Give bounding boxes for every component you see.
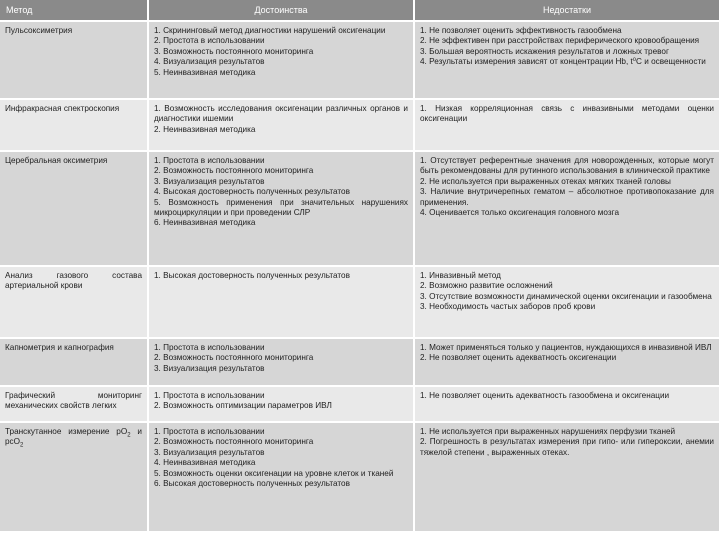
table-row: [0, 21, 720, 99]
list-item: 2. Возможность постоянного мониторинга: [154, 353, 314, 363]
list-item: 3. Наличие внутричерепных гематом – абсолютное противопоказание для применения.: [420, 187, 714, 207]
list-item: 1. Простота в использовании: [154, 343, 265, 352]
method-text: и pcO: [5, 427, 142, 447]
disadvantages-cell: [414, 21, 720, 99]
list-item: 3. Необходимость частых заборов проб крови: [420, 302, 596, 312]
disadvantages-cell: [414, 266, 720, 338]
table-row: [0, 338, 720, 386]
list-item: 2. Возможность постоянного мониторинга: [154, 166, 314, 176]
list-item: 2. Возможность постоянного мониторинга: [154, 437, 314, 447]
list-item: 5. Неинвазивная методика: [154, 67, 256, 77]
table-row: [0, 386, 720, 422]
table-row: [0, 422, 720, 532]
advantages-cell: [148, 386, 414, 422]
list-item: 4. Результаты измерения зависят от концентрации Hb, t⁰С и освещенности: [420, 57, 706, 67]
method-cell: Церебральная оксиметрия: [0, 151, 148, 266]
list-item: 4. Неинвазивная методика: [154, 458, 256, 468]
list-item: 2. Возможность оптимизации параметров ИВЛ: [154, 401, 332, 411]
list-item: 2. Возможно развитие осложнений: [420, 281, 553, 291]
list-item: 5. Возможность применения при значительных нарушениях микроциркуляции и при проведении СЛР: [154, 197, 408, 218]
table-row: [0, 99, 720, 151]
list-item: 4. Высокая достоверность полученных результатов: [154, 187, 350, 197]
list-item: 2. Неинвазивная методика: [154, 124, 256, 134]
disadvantages-cell: [414, 338, 720, 386]
list-item: 5. Возможность оценки оксигенации на уровне клеток и тканей: [154, 468, 394, 478]
method-cell: Анализ газового состава артериальной крови: [0, 266, 148, 338]
method-cell: Графический мониторинг механических свойств легких: [0, 386, 148, 422]
table-row: [0, 266, 720, 338]
list-item: 4. Оценивается только оксигенация головного мозга: [420, 208, 620, 218]
list-item: 1. Не позволяет оценить эффективность газообмена: [420, 26, 622, 35]
method-text: Транскутанное измерение pO: [5, 427, 128, 436]
disadvantages-cell: [414, 386, 720, 422]
list-item: 1. Инвазивный метод: [420, 271, 501, 280]
list-item: 1. Низкая корреляционная связь с инвазивными методами оценки оксигенации: [420, 104, 714, 124]
list-item: 1. Простота в использовании: [154, 391, 265, 400]
method-cell: Инфракрасная спектроскопия: [0, 99, 148, 151]
list-item: 3. Визуализация результатов: [154, 176, 265, 186]
list-item: 1. Не позволяет оценить адекватность газообмена и оксигенации: [420, 391, 670, 400]
method-cell: Капнометрия и капнография: [0, 338, 148, 386]
method-cell: Пульсоксиметрия: [0, 21, 148, 99]
list-item: 2. Не используется при выраженных отеках мягких тканей головы: [420, 176, 671, 186]
list-item: 6. Неинвазивная методика: [154, 218, 256, 228]
disadvantages-cell: [414, 151, 720, 266]
advantages-cell: [148, 21, 414, 99]
list-item: 4. Визуализация результатов: [154, 57, 265, 67]
table-row: [0, 151, 720, 266]
header-method: Метод: [0, 0, 148, 21]
advantages-cell: [148, 151, 414, 266]
list-item: 1. Может применяться только у пациентов, нуждающихся в инвазивной ИВЛ: [420, 343, 712, 352]
list-item: 3. Большая вероятность искажения результатов и ложных тревог: [420, 46, 669, 56]
list-item: 1. Простота в использовании: [154, 156, 265, 165]
list-item: 3. Возможность постоянного мониторинга: [154, 46, 314, 56]
list-item: 2. Не позволяет оценить адекватность оксигенации: [420, 353, 617, 363]
advantages-cell: [148, 422, 414, 532]
advantages-cell: [148, 99, 414, 151]
list-item: 2. Простота в использовании: [154, 36, 265, 46]
list-item: 1. Возможность исследования оксигенации различных органов и диагностики ишемии: [154, 104, 408, 124]
disadvantages-cell: [414, 422, 720, 532]
advantages-cell: [148, 266, 414, 338]
list-item: 1. Скрининговый метод диагностики нарушений оксигенации: [154, 26, 386, 35]
disadvantages-cell: [414, 99, 720, 151]
list-item: 1. Высокая достоверность полученных результатов: [154, 271, 350, 280]
header-advantages: Достоинства: [148, 0, 414, 21]
list-item: 6. Высокая достоверность полученных результатов: [154, 479, 350, 489]
header-disadvantages: Недостатки: [414, 0, 720, 21]
method-cell: [0, 422, 148, 532]
list-item: 3. Отсутствие возможности динамической оценки оксигенации и газообмена: [420, 291, 712, 301]
advantages-cell: [148, 338, 414, 386]
subscript: 2: [127, 432, 131, 439]
list-item: 2. Погрешность в результатах измерения при гипо- или гипероксии, анемии тяжелой степени , выраженных отеках.: [420, 437, 714, 457]
subscript: 2: [20, 443, 24, 450]
list-item: 1. Простота в использовании: [154, 427, 265, 436]
list-item: 3. Визуализация результатов: [154, 447, 265, 457]
list-item: 1. Не используется при выраженных нарушениях перфузии тканей: [420, 427, 676, 436]
list-item: 3. Визуализация результатов: [154, 363, 265, 373]
header-row: [0, 0, 720, 21]
list-item: 2. Не эффективен при расстройствах периферического кровообращения: [420, 36, 700, 46]
list-item: 1. Отсутствует референтные значения для новорожденных, которые могут быть рекомендованы для рутинного использования в клинической практике: [420, 156, 714, 176]
